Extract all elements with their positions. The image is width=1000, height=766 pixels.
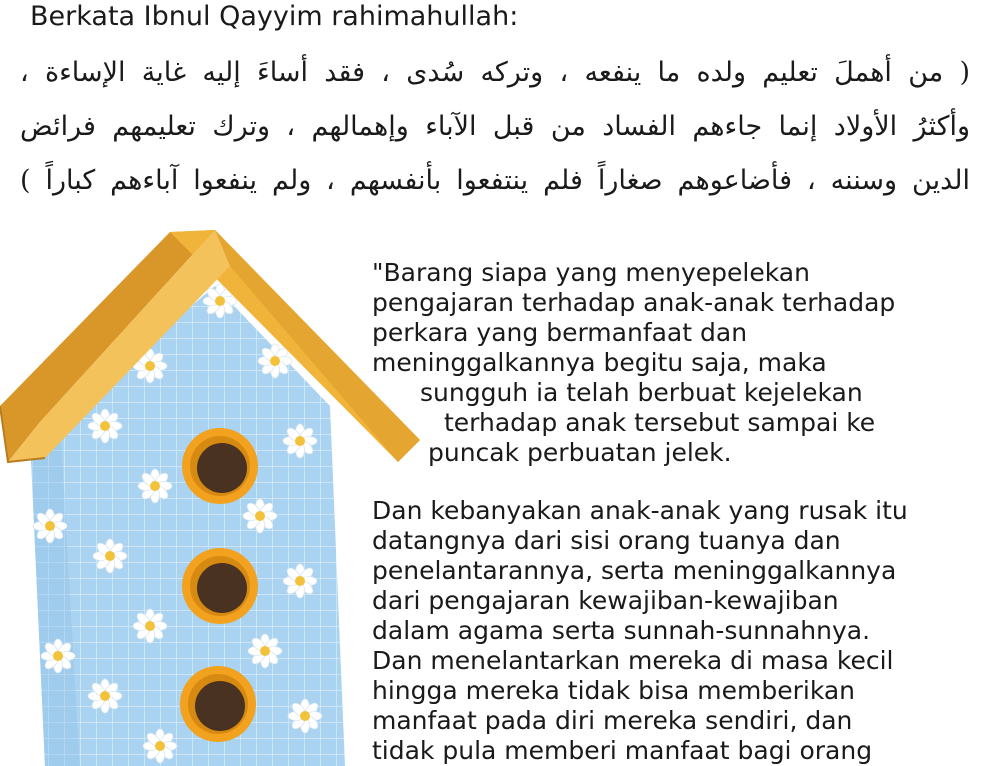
translation-line: hingga mereka tidak bisa memberikan xyxy=(372,676,856,705)
arabic-line: الدين وسننه ، فأضاعوهم صغاراً فلم ينتفعوا بأنفسهم ، ولم ينفعوا آباءهم كباراً ) xyxy=(20,165,970,196)
heading: Berkata Ibnul Qayyim rahimahullah: xyxy=(30,1,519,32)
translation-line: perkara yang bermanfaat dan xyxy=(372,318,748,347)
translation-line: terhadap anak tersebut sampai ke xyxy=(444,408,876,437)
translation-line: Dan menelantarkan mereka di masa kecil xyxy=(372,646,894,675)
arabic-quote xyxy=(20,46,970,208)
translation-line: datangnya dari sisi orang tuanya dan xyxy=(372,526,841,555)
translation-line: sungguh ia telah berbuat kejelekan xyxy=(420,378,863,407)
arabic-line: وأكثرُ الأولاد إنما جاءهم الفساد من قبل الآباء وإهمالهم ، وترك تعليمهم فرائض xyxy=(20,111,970,142)
translation-line: tidak pula memberi manfaat bagi orang xyxy=(372,736,873,765)
translation-line: meninggalkannya begitu saja, maka xyxy=(372,348,827,377)
translation-line: Dan kebanyakan anak-anak yang rusak itu xyxy=(372,496,908,525)
translation-line: manfaat pada diri mereka sendiri, dan xyxy=(372,706,853,735)
translation-line: puncak perbuatan jelek. xyxy=(428,438,732,467)
translation-line: pengajaran terhadap anak-anak terhadap xyxy=(372,288,896,317)
translation-line: dalam agama serta sunnah-sunnahnya. xyxy=(372,616,871,645)
translation-line: "Barang siapa yang menyepelekan xyxy=(372,258,810,287)
translation-line: dari pengajaran kewajiban-kewajiban xyxy=(372,586,839,615)
arabic-line: ( من أهملَ تعليم ولده ما ينفعه ، وتركه سُدى ، فقد أساءَ إليه غاية الإساءة ، xyxy=(20,57,970,88)
translation-line: penelantarannya, serta meninggalkannya xyxy=(372,556,897,585)
